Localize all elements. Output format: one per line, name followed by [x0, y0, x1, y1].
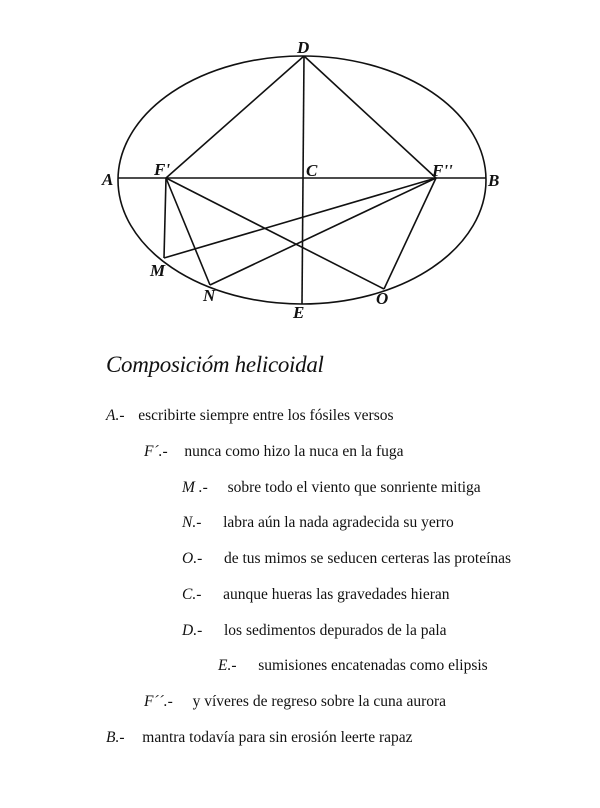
label-f2: F'' [432, 161, 453, 180]
line-key: M .- [182, 479, 208, 496]
poem-line-e [218, 657, 488, 675]
poem-line-m [182, 479, 481, 497]
line-key: E.- [218, 657, 237, 674]
line-f1-m [164, 178, 166, 258]
label-o: O [376, 289, 389, 308]
label-d: D [297, 38, 310, 57]
label-m: M [150, 261, 166, 280]
line-text: escribirte siempre entre los fósiles versos [138, 407, 394, 424]
line-text: aunque hueras las gravedades hieran [223, 586, 450, 603]
ellipse-diagram [0, 0, 600, 330]
line-text: y víveres de regreso sobre la cuna aurora [192, 693, 447, 710]
label-b: B [488, 171, 500, 190]
label-f1: F' [154, 160, 171, 179]
poem-line-o [182, 550, 511, 568]
label-e: E [293, 303, 305, 322]
label-c: C [306, 161, 318, 180]
line-f1-d [166, 56, 304, 178]
poem-line-c [182, 586, 450, 604]
line-text: los sedimentos depurados de la pala [223, 622, 447, 639]
line-key: B.- [106, 729, 125, 746]
poem-line-b [106, 729, 413, 747]
line-text: labra aún la nada agradecida su yerro [223, 514, 454, 531]
poem-line-n [182, 514, 454, 532]
line-text: nunca como hizo la nuca en la fuga [184, 443, 404, 460]
line-o-f2 [384, 178, 436, 289]
line-key: O.- [182, 550, 203, 567]
label-a: A [102, 170, 114, 189]
line-key: N.- [182, 514, 202, 531]
line-key: D.- [182, 622, 203, 639]
line-text: de tus mimos se seducen certeras las proteínas [223, 550, 512, 567]
line-n-f2 [210, 178, 436, 285]
line-key: A.- [106, 407, 125, 424]
poem-line-f2 [144, 693, 446, 711]
line-key: C.- [182, 586, 202, 603]
poem-line-a [106, 407, 394, 425]
line-text: mantra todavía para sin erosión leerte rapaz [142, 729, 413, 746]
poem-line-d [182, 622, 447, 640]
line-text: sobre todo el viento que sonriente mitiga [227, 479, 481, 496]
label-n: N [203, 286, 216, 305]
line-key: F´.- [144, 443, 168, 460]
minor-axis [302, 56, 304, 304]
line-f1-o [166, 178, 384, 289]
line-key: F´´.- [144, 693, 173, 710]
line-text: sumisiones encatenadas como elipsis [258, 657, 488, 674]
poem-line-f1 [144, 443, 403, 461]
line-d-f2 [304, 56, 436, 178]
poem-title: Composicióm helicoidal [106, 352, 324, 377]
